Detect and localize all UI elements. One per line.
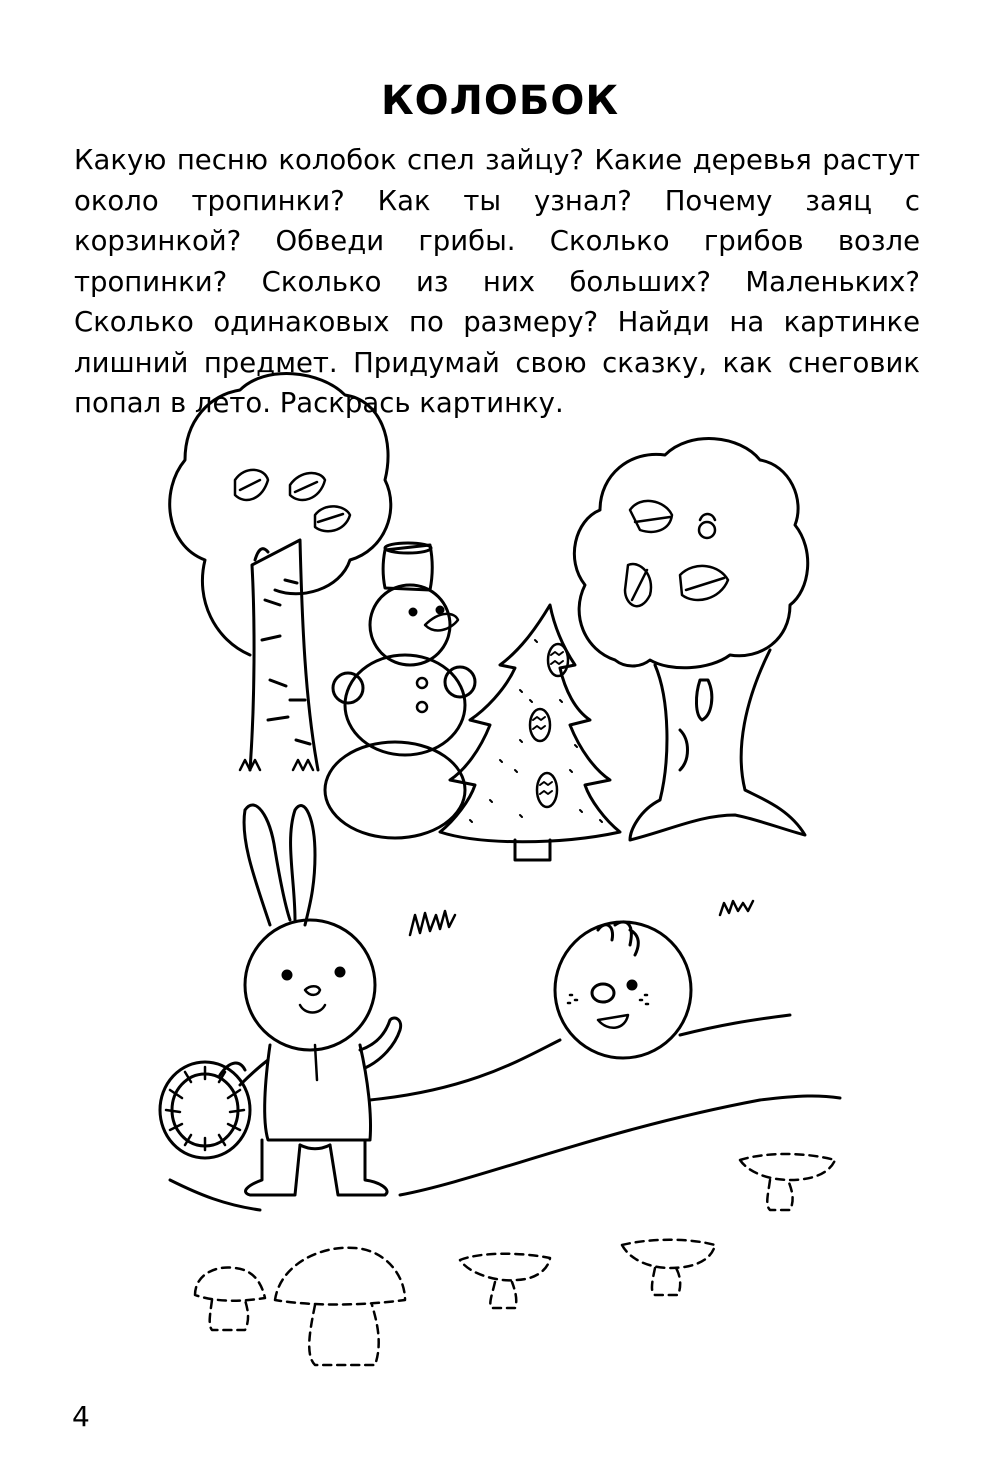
hare [240,805,401,1195]
task-text: Какую песню колобок спел зайцу? Какие деревья растут около тропинки? Как ты узнал? Почему заяц с корзинкой? Обведи грибы. Сколько грибов возле тропинки? Сколько из них больших? Маленьких? Сколько одинаковых по размеру? Найди на картинке лишний предмет. Придумай свою сказку, как снеговик попал в лето. Раскрась картинку. [74,144,920,419]
basket [160,1062,250,1158]
page-number: 4 [72,1400,90,1433]
snowman [325,543,475,838]
fir-tree [440,605,620,860]
grass [410,901,753,935]
page-title: КОЛОБОК [380,78,620,124]
kolobok [555,922,691,1058]
mushroom [195,1154,835,1365]
birch-tree [170,374,391,770]
